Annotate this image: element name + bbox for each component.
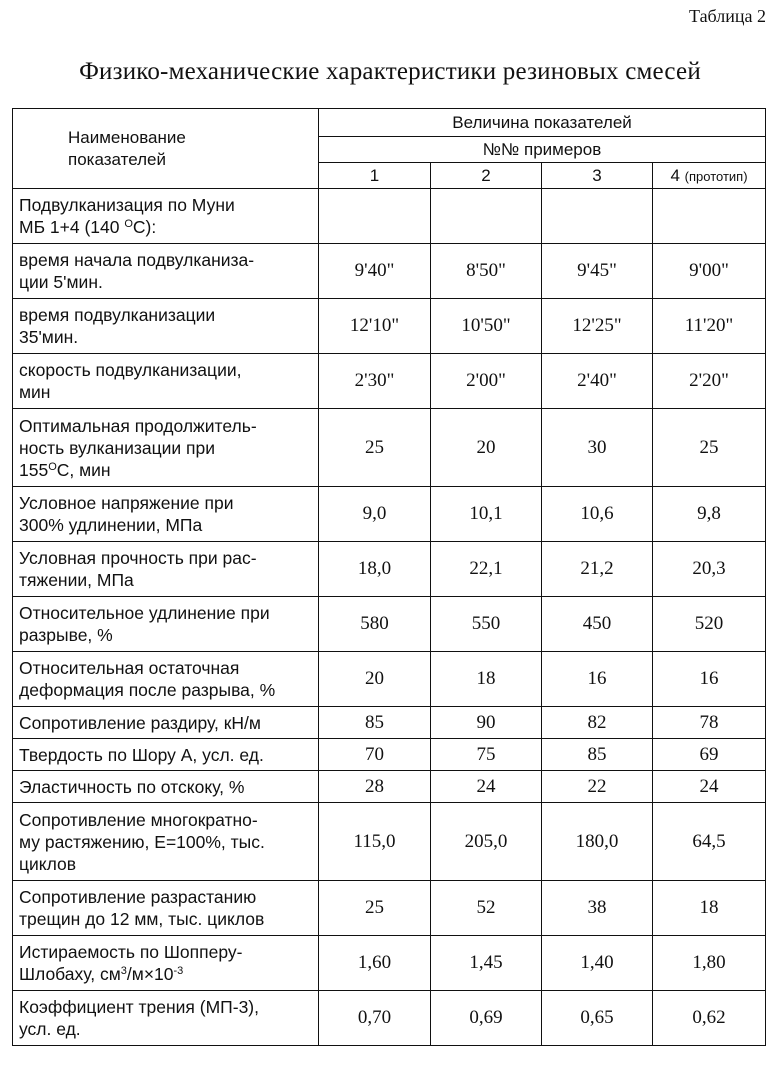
value-cell: 2'20" [653,354,766,409]
row-name [13,803,319,881]
value-cell: 16 [653,652,766,707]
row-name [13,652,319,707]
table-row [13,542,766,597]
row-name-line: Сопротивление многократно- [19,809,258,830]
row-name [13,244,319,299]
value-cell: 1,60 [319,936,431,991]
table-row [13,487,766,542]
value-cell: 24 [653,771,766,803]
value-cell: 1,80 [653,936,766,991]
value-cell: 30 [542,409,653,487]
row-name-line: му растяжению, Е=100%, тыс. [19,831,265,852]
table-row [13,189,766,244]
row-name-line: 155 [19,459,49,480]
table-row [13,299,766,354]
value-cell: 22,1 [431,542,542,597]
value-cell: 580 [319,597,431,652]
value-cell [319,189,431,244]
row-name-line: 35'мин. [19,327,79,347]
row-name-line: Шлобаху, см [19,964,121,984]
row-name-line: время подвулканизации [19,305,216,325]
value-cell: 18 [431,652,542,707]
value-cell: 75 [431,739,542,771]
table-row [13,409,766,487]
row-name [13,881,319,936]
value-cell: 24 [431,771,542,803]
row-name-line: С): [132,217,157,237]
value-cell [542,189,653,244]
row-name-line: усл. ед. [19,1019,81,1039]
row-name [13,189,319,244]
row-name-line: время начала подвулканиза- [19,250,255,270]
value-cell: 8'50" [431,244,542,299]
row-name-line: Сопротивление раздиру, кН/м [19,712,261,733]
row-name-line: Твердость по Шору А, усл. ед. [19,744,264,765]
row-name-sup: O [124,218,133,230]
value-cell: 18,0 [319,542,431,597]
value-cell: 9'40" [319,244,431,299]
row-name-line: Эластичность по отскоку, % [19,776,245,797]
row-name-line: Относительная остаточная [19,658,240,678]
row-name [13,707,319,739]
value-cell: 9'45" [542,244,653,299]
table-row [13,881,766,936]
row-name-line: 300% удлинении, МПа [19,515,203,535]
header-col-1: 1 [319,163,431,189]
value-cell: 85 [319,707,431,739]
value-cell: 82 [542,707,653,739]
table-row [13,936,766,991]
value-cell: 115,0 [319,803,431,881]
properties-table [12,108,766,1046]
row-name-line: С, мин [56,459,111,480]
value-cell: 9,0 [319,487,431,542]
row-name-line: трещин до 12 мм, тыс. циклов [19,909,265,929]
row-name-line: Сопротивление разрастанию [19,887,257,907]
value-cell: 38 [542,881,653,936]
value-cell: 1,40 [542,936,653,991]
row-name [13,487,319,542]
table-row [13,803,766,881]
row-name-line: ции 5'мин. [19,272,103,292]
header-name-line2: показателей [68,149,166,169]
header-subgroup: №№ примеров [319,137,766,163]
document-title: Физико-механические характеристики резиновых смесей [79,58,701,85]
header-col-4-note: (прототип) [684,168,748,184]
table-row [13,652,766,707]
value-cell: 0,62 [653,991,766,1046]
value-cell: 180,0 [542,803,653,881]
row-name-line: ность вулканизации при [19,437,216,458]
value-cell: 85 [542,739,653,771]
row-name [13,936,319,991]
row-name-line: Коэффициент трения (МП-3), [19,997,259,1017]
value-cell: 10'50" [431,299,542,354]
row-name [13,597,319,652]
value-cell: 64,5 [653,803,766,881]
value-cell [431,189,542,244]
row-name-line: разрыве, % [19,625,113,645]
header-col-2: 2 [431,163,542,189]
row-name [13,354,319,409]
row-name-line: деформация после разрыва, % [19,680,276,700]
value-cell: 28 [319,771,431,803]
value-cell: 25 [653,409,766,487]
row-name-line: скорость подвулканизации, [19,360,242,380]
value-cell: 12'10" [319,299,431,354]
header-col-4-number: 4 [670,165,680,185]
row-name-sup: O [48,460,57,473]
table-row [13,739,766,771]
row-name-line: Подвулканизация по Муни [19,195,235,215]
value-cell: 0,69 [431,991,542,1046]
value-cell: 9'00" [653,244,766,299]
value-cell: 2'30" [319,354,431,409]
value-cell: 20 [319,652,431,707]
value-cell: 25 [319,881,431,936]
value-cell: 550 [431,597,542,652]
value-cell: 18 [653,881,766,936]
value-cell: 21,2 [542,542,653,597]
value-cell: 10,1 [431,487,542,542]
row-name-line: циклов [19,853,77,874]
header-col-4 [653,163,766,189]
value-cell: 0,70 [319,991,431,1046]
row-name-line: тяжении, МПа [19,570,134,590]
row-name-line: Истираемость по Шопперу- [19,942,243,962]
row-name-line: Оптимальная продолжитель- [19,415,257,436]
row-name-line: МБ 1+4 (140 [19,217,125,237]
row-name [13,991,319,1046]
value-cell: 69 [653,739,766,771]
row-name-line: /м×10 [126,964,174,984]
value-cell: 1,45 [431,936,542,991]
value-cell: 2'00" [431,354,542,409]
value-cell: 2'40" [542,354,653,409]
table-number-label: Таблица 2 [689,6,766,26]
table-row [13,707,766,739]
table-row [13,354,766,409]
value-cell: 78 [653,707,766,739]
row-name [13,771,319,803]
row-name-line: Условное напряжение при [19,493,234,513]
row-name-line: мин [19,382,51,402]
value-cell: 520 [653,597,766,652]
value-cell: 25 [319,409,431,487]
value-cell: 0,65 [542,991,653,1046]
row-name-sup: 3 [120,965,127,977]
value-cell [653,189,766,244]
value-cell: 20 [431,409,542,487]
value-cell: 22 [542,771,653,803]
header-group: Величина показателей [319,109,766,137]
row-name [13,299,319,354]
table-row [13,771,766,803]
row-name [13,409,319,487]
row-name-sup: -3 [173,965,184,977]
row-name-line: Относительное удлинение при [19,603,270,623]
value-cell: 12'25" [542,299,653,354]
header-name-line1: Наименование [68,127,186,147]
row-name [13,739,319,771]
value-cell: 10,6 [542,487,653,542]
value-cell: 70 [319,739,431,771]
header-name-cell [13,109,319,189]
table-row [13,597,766,652]
value-cell: 90 [431,707,542,739]
header-col-3: 3 [542,163,653,189]
value-cell: 450 [542,597,653,652]
value-cell: 11'20" [653,299,766,354]
value-cell: 205,0 [431,803,542,881]
table-row [13,244,766,299]
value-cell: 16 [542,652,653,707]
row-name [13,542,319,597]
table-row [13,991,766,1046]
value-cell: 52 [431,881,542,936]
value-cell: 20,3 [653,542,766,597]
value-cell: 9,8 [653,487,766,542]
row-name-line: Условная прочность при рас- [19,548,257,568]
